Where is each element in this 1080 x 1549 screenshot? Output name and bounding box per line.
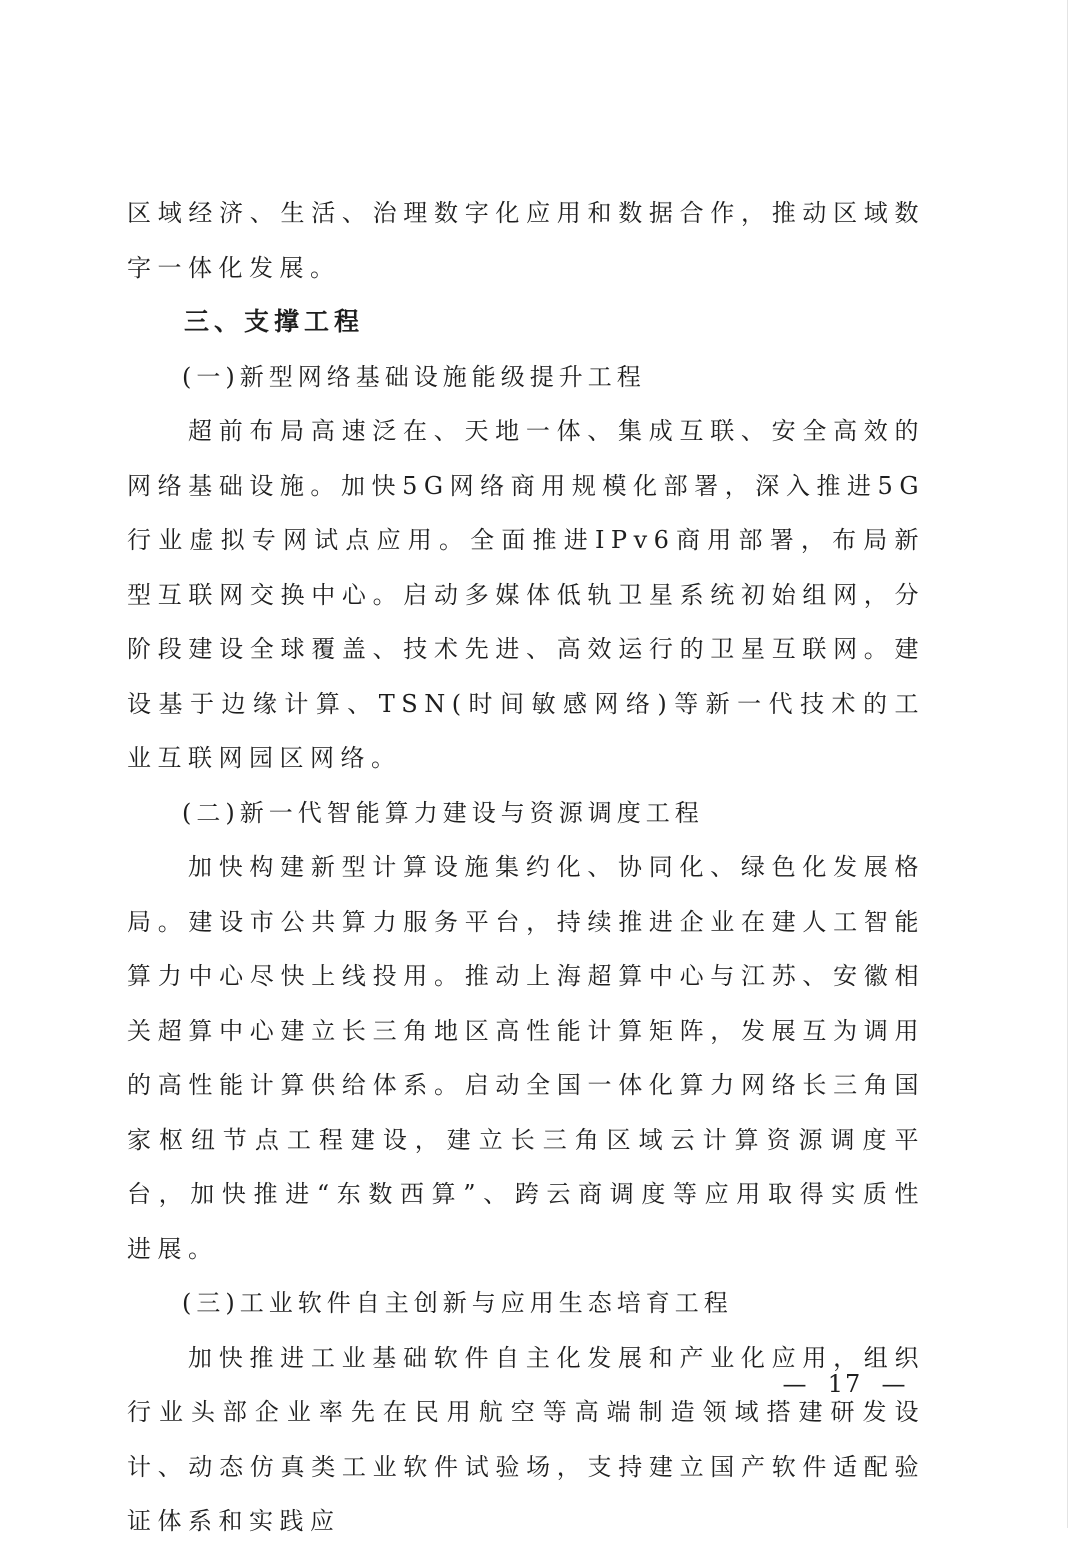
paragraph-network: 超前布局高速泛在、天地一体、集成互联、安全高效的网络基础设施。加快5G网络商用规模化部署，深入推进5G行业虚拟专网试点应用。全面推进IPv6商用部署，布局新型互联网交换中心。启动多媒体低轨卫星系统初始组网，分阶段建设全球覆盖、技术先进、高效运行的卫星互联网。建设基于边缘计算、TSN(时间敏感网络)等新一代技术的工业互联网园区网络。 — [127, 417, 925, 772]
paragraph-software: 加快推进工业基础软件自主化发展和产业化应用，组织行业头部企业率先在民用航空等高端制造领域搭建研发设计、动态仿真类工业软件试验场，支持建立国产软件适配验证体系和实践应 — [127, 1343, 925, 1535]
page-number: — 17 — — [782, 1370, 908, 1398]
subsection-heading-3: (三)工业软件自主创新与应用生态培育工程 — [182, 1289, 733, 1317]
paragraph-continued: 区域经济、生活、治理数字化应用和数据合作，推动区域数字一体化发展。 — [127, 199, 925, 282]
document-body — [127, 186, 925, 1549]
paragraph-computing: 加快构建新型计算设施集约化、协同化、绿色化发展格局。建设市公共算力服务平台，持续推进企业在建人工智能算力中心尽快上线投用。推动上海超算中心与江苏、安徽相关超算中心建立长三角地区高性能计算矩阵，发展互为调用的高性能计算供给体系。启动全国一体化算力网络长三角国家枢纽节点工程建设，建立长三角区域云计算资源调度平台，加快推进“东数西算”、跨云商调度等应用取得实质性进展。 — [127, 853, 925, 1263]
subsection-heading-1: (一)新型网络基础设施能级提升工程 — [182, 362, 646, 391]
page-edge-line — [1067, 0, 1068, 1528]
subsection-heading-2: (二)新一代智能算力建设与资源调度工程 — [182, 798, 704, 827]
section-heading: 三、支撑工程 — [184, 307, 365, 336]
